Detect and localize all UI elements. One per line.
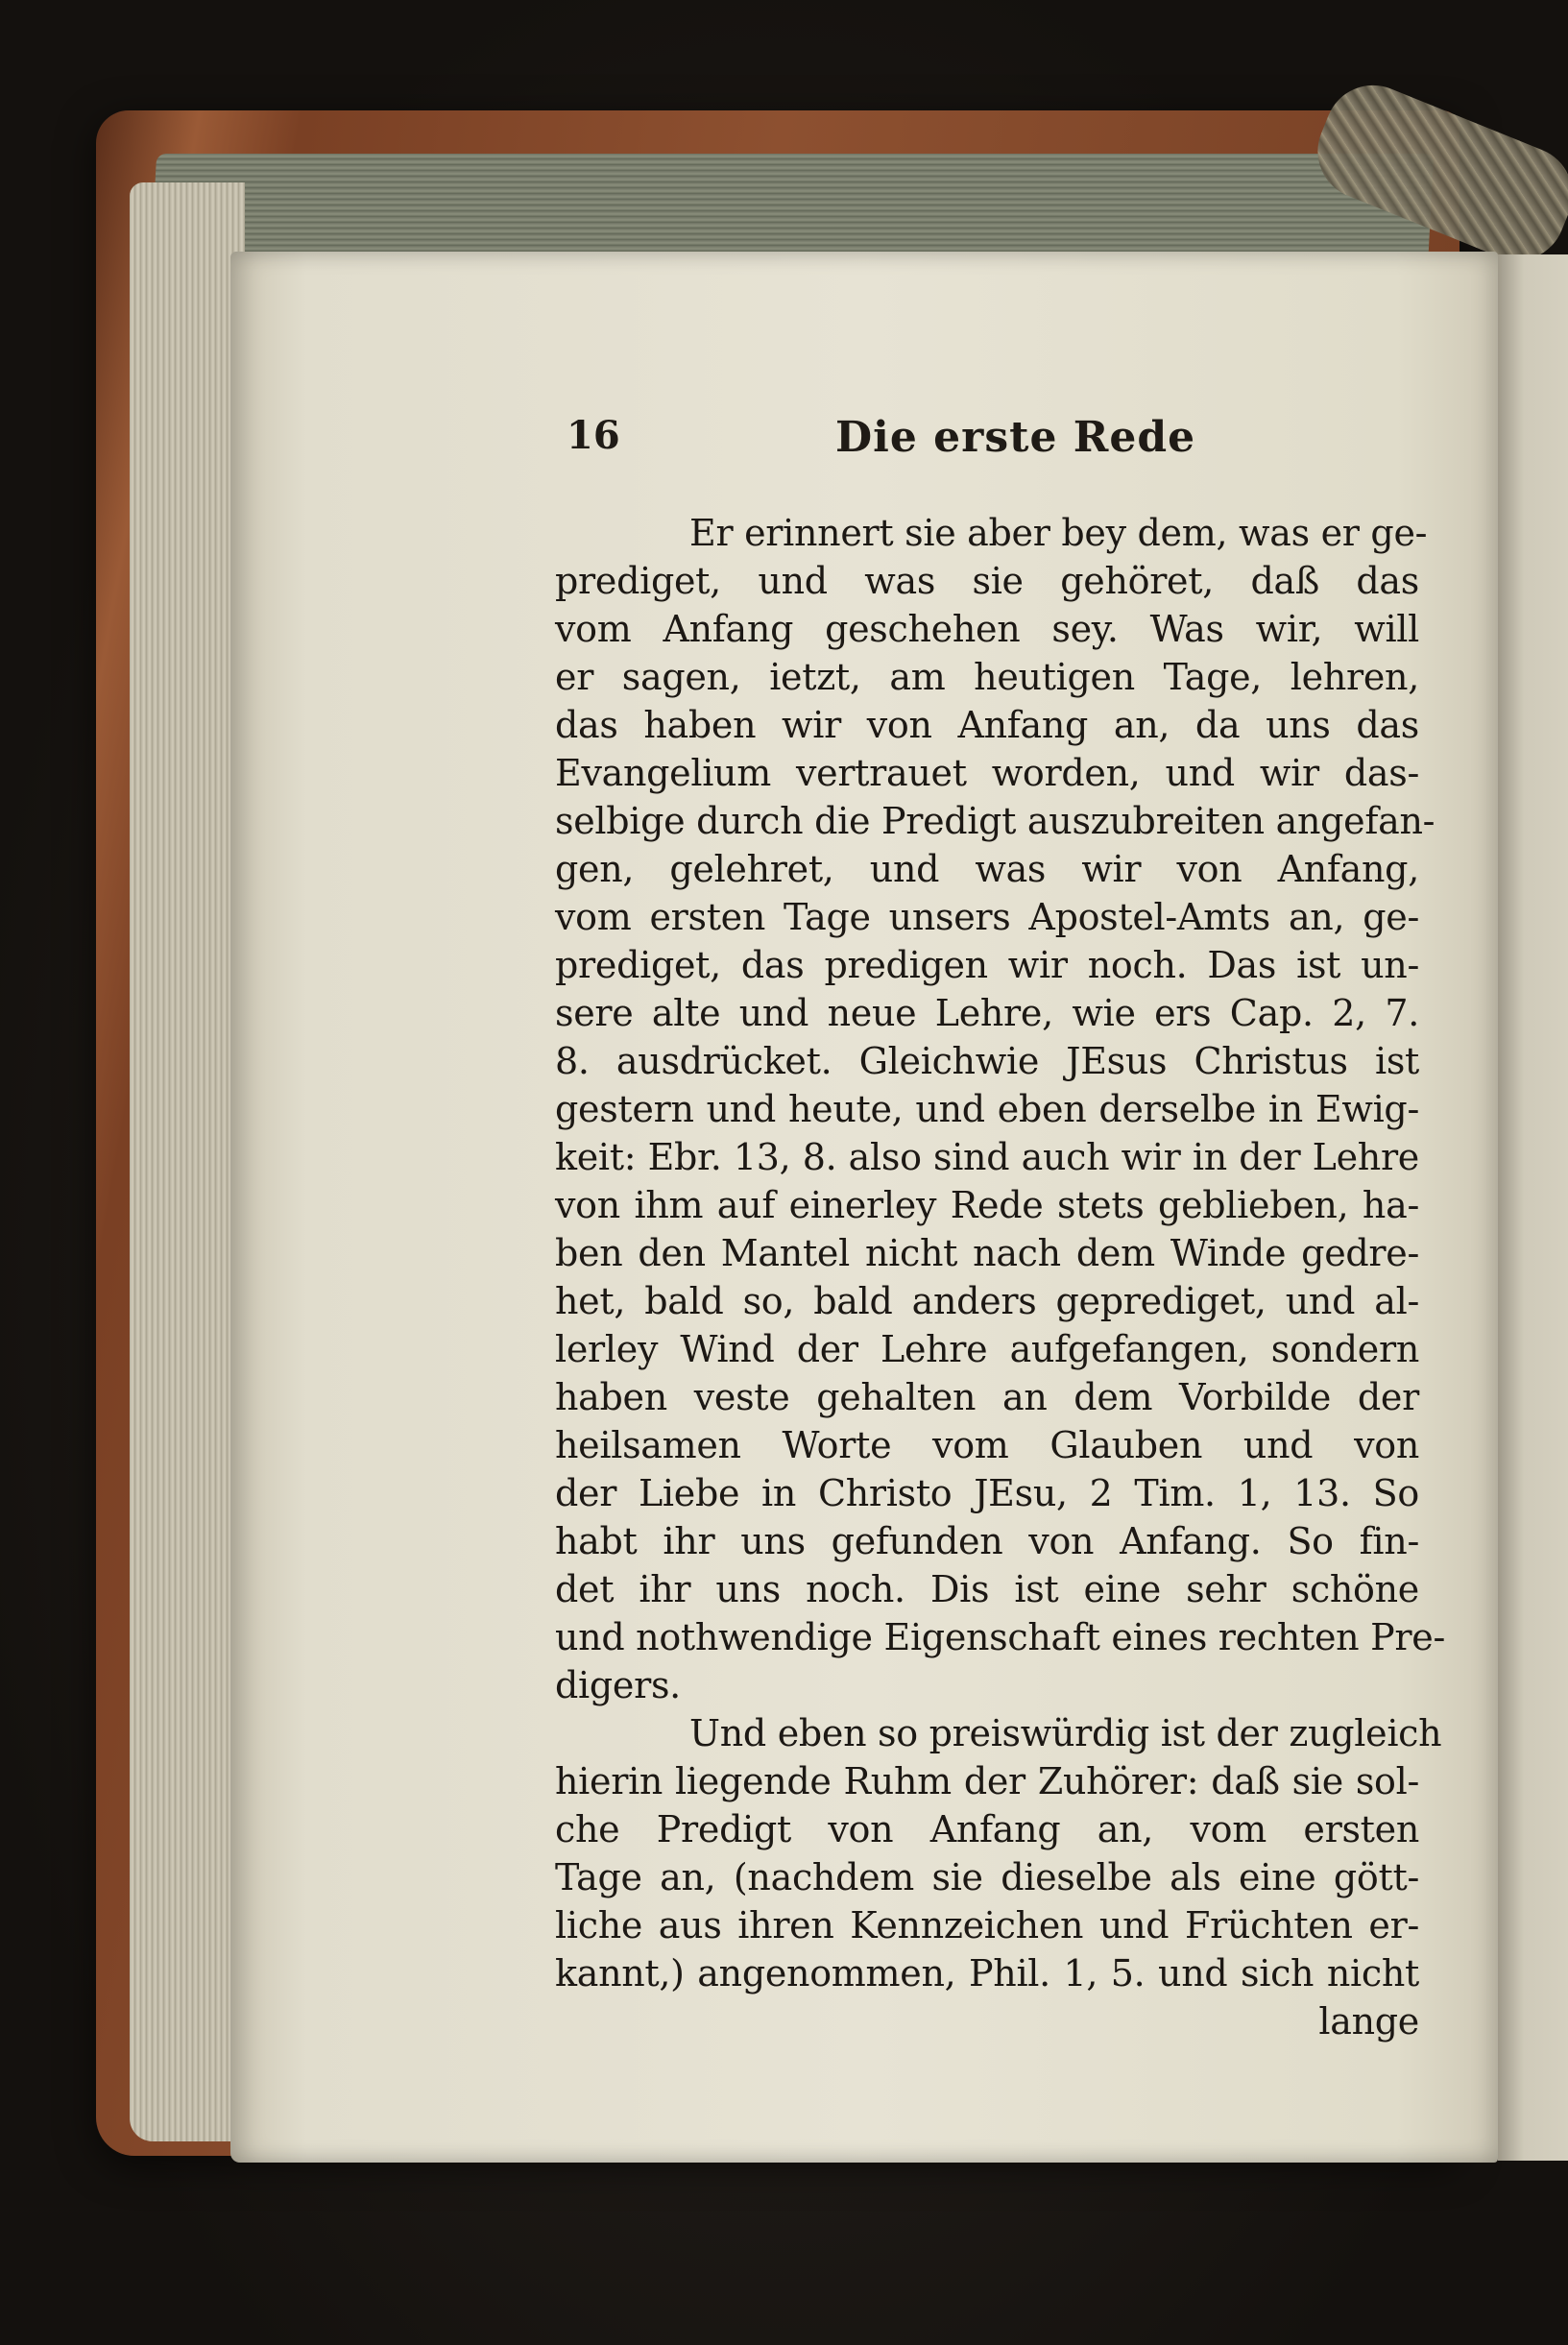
text-line: liche aus ihren Kennzeichen und Früchten er- [555,1904,1419,1946]
text-line: er sagen, ietzt, am heutigen Tage, lehren, [555,656,1419,698]
text-line: haben veste gehalten an dem Vorbilde der [555,1376,1419,1418]
running-head [567,413,1431,471]
text-line: hierin liegende Ruhm der Zuhörer: daß sie sol- [555,1760,1419,1802]
body-text [555,509,1445,2045]
text-line: ben den Mantel nicht nach dem Winde gedre- [555,1232,1419,1274]
text-line: das haben wir von Anfang an, da uns das [555,704,1419,746]
text-line: 8. ausdrücket. Gleichwie JEsus Christus ist [555,1040,1419,1082]
text-line: det ihr uns noch. Dis ist eine sehr schöne [555,1568,1419,1610]
text-line: het, bald so, bald anders geprediget, und al- [555,1280,1419,1322]
text-line: Tage an, (nachdem sie dieselbe als eine gött- [555,1856,1419,1898]
page-edges-left [130,182,245,2141]
text-line: che Predigt von Anfang an, vom ersten [555,1808,1419,1850]
text-line: kannt,) angenommen, Phil. 1, 5. und sich nicht [555,1952,1419,1994]
text-line: digers. [555,1664,681,1706]
text-line: und nothwendige Eigenschaft eines rechten Pre- [555,1616,1445,1658]
text-line: vom ersten Tage unsers Apostel-Amts an, ge- [555,896,1419,938]
catchword: lange [1318,2000,1419,2043]
text-line: gen, gelehret, und was wir von Anfang, [555,848,1419,890]
text-line: Er erinnert sie aber bey dem, was er ge- [689,512,1428,554]
text-line: prediget, und was sie gehöret, daß das [555,560,1419,602]
running-head-title: Die erste Rede [835,413,1196,462]
text-line: vom Anfang geschehen sey. Was wir, will [555,608,1419,650]
text-line: habt ihr uns gefunden von Anfang. So fin- [555,1520,1419,1562]
facing-page [1498,254,1568,2161]
text-line: selbige durch die Predigt auszubreiten angefan- [555,800,1435,842]
text-line: von ihm auf einerley Rede stets geblieben, ha- [555,1184,1419,1226]
text-line: lerley Wind der Lehre aufgefangen, sondern [555,1328,1419,1370]
text-line: Und eben so preiswürdig ist der zugleich [689,1712,1442,1754]
text-line: prediget, das predigen wir noch. Das ist un- [555,944,1419,986]
page-number: 16 [567,413,620,458]
text-line: heilsamen Worte vom Glauben und von [555,1424,1419,1466]
text-line: Evangelium vertrauet worden, und wir das- [555,752,1419,794]
text-line: der Liebe in Christo JEsu, 2 Tim. 1, 13. So [555,1472,1419,1514]
text-line: gestern und heute, und eben derselbe in Ewig- [555,1088,1419,1130]
text-line: sere alte und neue Lehre, wie ers Cap. 2, 7. [555,992,1419,1034]
text-line: keit: Ebr. 13, 8. also sind auch wir in der Lehre [555,1136,1419,1178]
